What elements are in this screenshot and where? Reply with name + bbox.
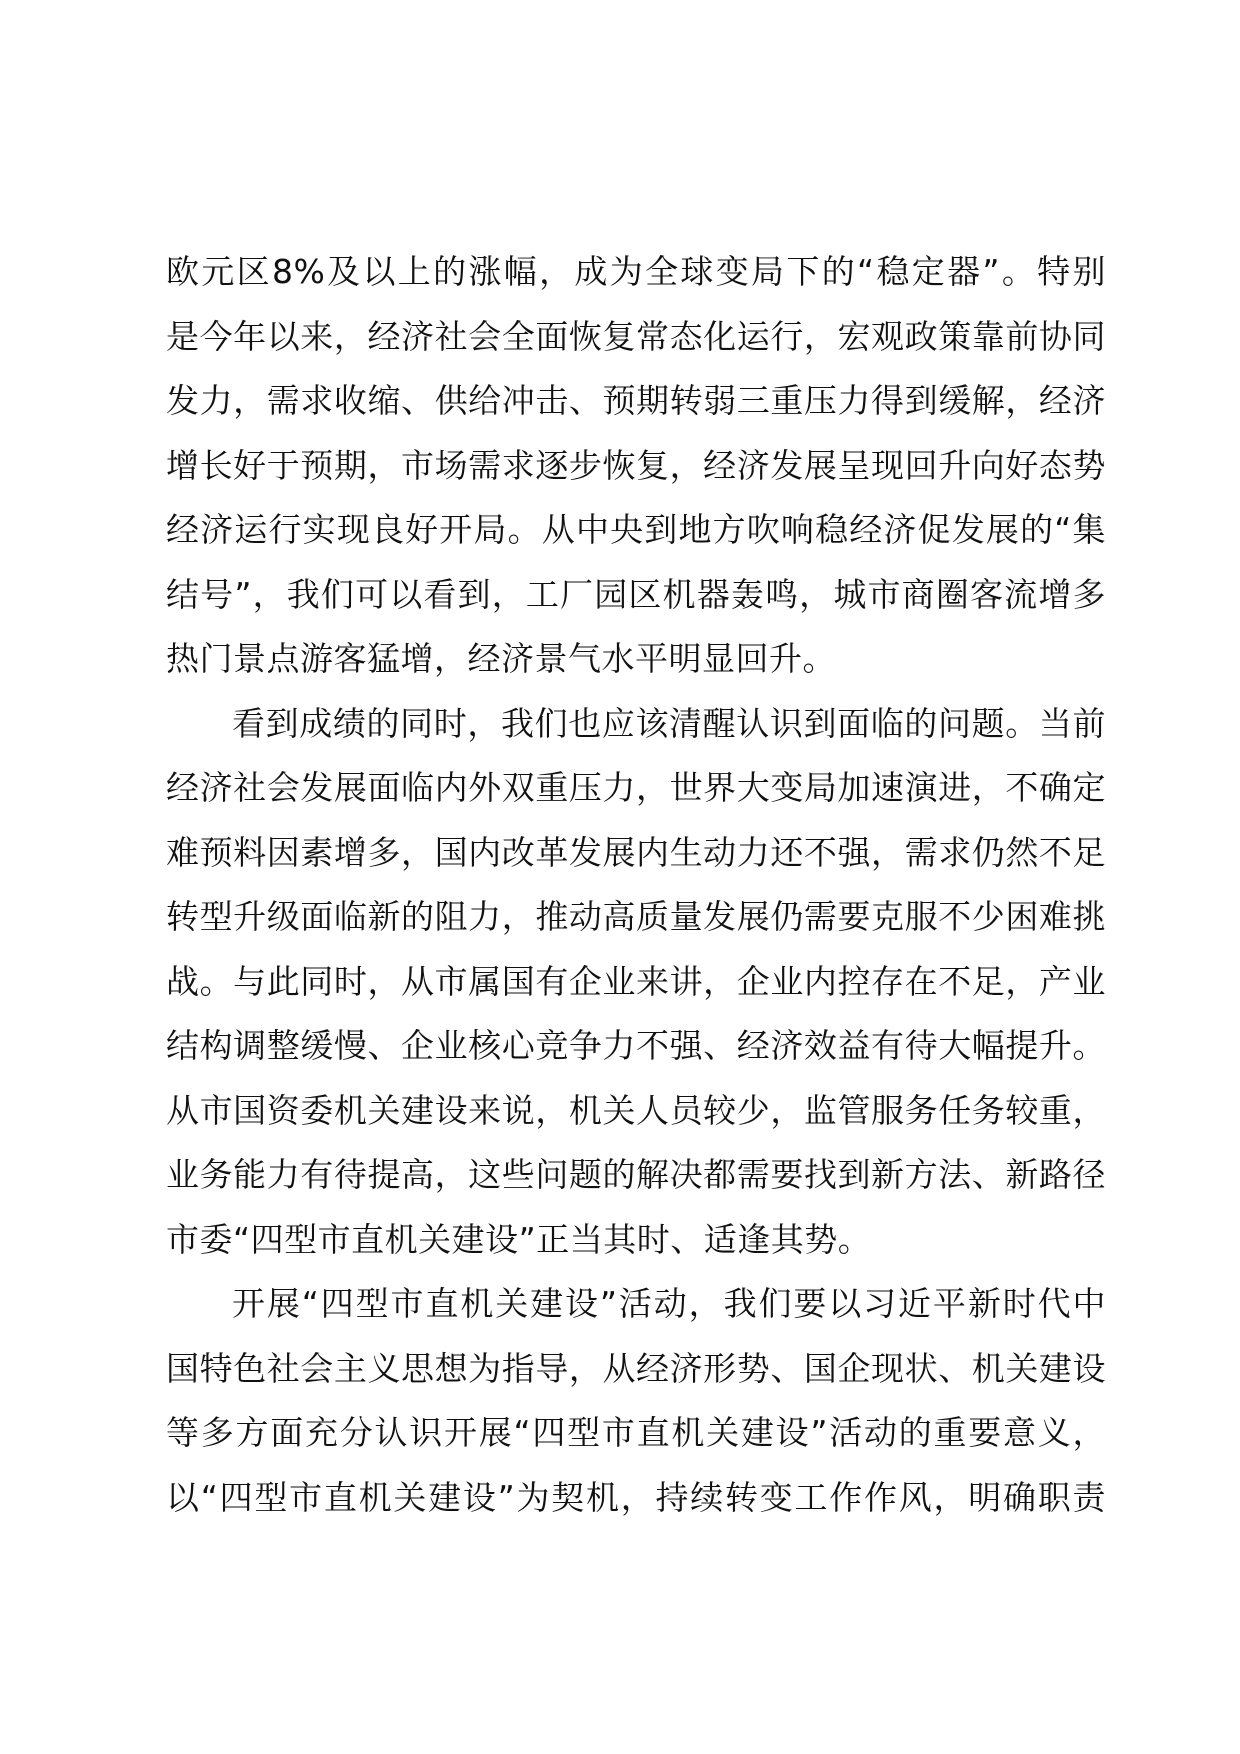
text-line: 经济社会发展面临内外双重压力，世界大变局加速演进，不确定 bbox=[166, 768, 1106, 807]
paragraph-3 bbox=[166, 1272, 1106, 1530]
text-line: 结构调整缓慢、企业核心竞争力不强、经济效益有待大幅提升。 bbox=[166, 1026, 1106, 1065]
text-line: 难预料因素增多，国内改革发展内生动力还不强，需求仍然不足 bbox=[166, 832, 1106, 872]
text-line: 增长好于预期，市场需求逐步恢复，经济发展呈现回升向好态势 bbox=[166, 445, 1106, 485]
text-line: 从市国资委机关建设来说，机关人员较少，监管服务任务较重， bbox=[166, 1090, 1106, 1130]
text-line: 战。与此同时，从市属国有企业来讲，企业内控存在不足，产业 bbox=[166, 961, 1106, 1001]
text-line-last: 热门景点游客猛增，经济景气水平明显回升。 bbox=[166, 639, 836, 678]
text-line-first: 看到成绩的同时，我们也应该清醒认识到面临的问题。当前 bbox=[232, 703, 1106, 743]
body-text bbox=[166, 240, 1106, 1530]
text-line: 欧元区8%及以上的涨幅，成为全球变局下的“稳定器”。特别 bbox=[166, 252, 1106, 291]
text-line-first: 开展“四型市直机关建设”活动，我们要以习近平新时代中 bbox=[232, 1284, 1106, 1323]
text-line: 等多方面充分认识开展“四型市直机关建设”活动的重要意义， bbox=[166, 1413, 1106, 1452]
text-line: 转型升级面临新的阻力，推动高质量发展仍需要克服不少困难挑 bbox=[166, 897, 1106, 936]
paragraph-2 bbox=[166, 692, 1106, 1273]
text-line: 经济运行实现良好开局。从中央到地方吹响稳经济促发展的“集 bbox=[166, 510, 1106, 549]
text-line: 国特色社会主义思想为指导，从经济形势、国企现状、机关建设 bbox=[166, 1348, 1106, 1388]
text-line: 业务能力有待提高，这些问题的解决都需要找到新方法、新路径 bbox=[166, 1155, 1106, 1194]
text-line: 结号”，我们可以看到，工厂园区机器轰鸣，城市商圈客流增多 bbox=[166, 574, 1106, 614]
text-line: 发力，需求收缩、供给冲击、预期转弱三重压力得到缓解，经济 bbox=[166, 381, 1106, 420]
text-line-last: 市委“四型市直机关建设”正当其时、适逢其势。 bbox=[166, 1219, 872, 1259]
paragraph-1 bbox=[166, 240, 1106, 692]
text-line: 是今年以来，经济社会全面恢复常态化运行，宏观政策靠前协同 bbox=[166, 316, 1106, 356]
text-line: 以“四型市直机关建设”为契机，持续转变工作作风，明确职责 bbox=[166, 1477, 1106, 1517]
